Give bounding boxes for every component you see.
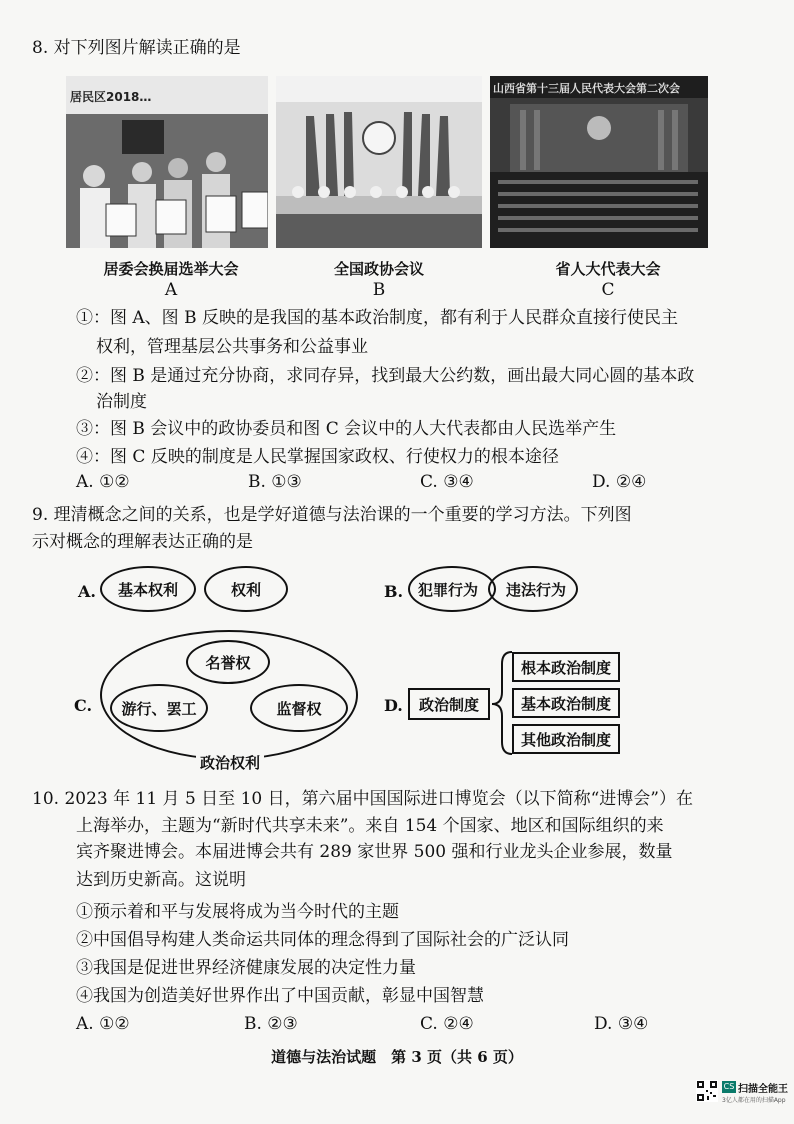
q9-option-c-label[interactable]: C.: [74, 696, 93, 715]
q10-statement-3: ③我国是促进世界经济健康发展的决定性力量: [76, 958, 416, 978]
qr-code-icon: [696, 1080, 718, 1102]
q9-d-item-other: 其他政治制度: [512, 724, 620, 754]
q8-stem: 8. 对下列图片解读正确的是: [32, 38, 241, 58]
watermark-brand: 扫描全能王: [738, 1084, 788, 1095]
photo-b-cppcc: [276, 76, 482, 248]
q9-b-illegal-ellipse: 违法行为: [488, 566, 578, 612]
scanner-logo-icon: CS: [723, 1082, 735, 1091]
q9-c-political-rights-label: 政治权利: [196, 752, 264, 773]
photo-a-letter: A: [164, 280, 178, 300]
photo-a-banner: 居民区2018…: [70, 90, 152, 104]
q10-stem-line4: 达到历史新高。这说明: [76, 870, 246, 890]
photo-c-letter: C: [601, 280, 615, 300]
q8-choice-a[interactable]: A. ①②: [76, 472, 130, 492]
q8-choice-b[interactable]: B. ①③: [248, 472, 302, 492]
photo-a-caption: 居委会换届选举大会: [103, 260, 239, 278]
q10-choice-b[interactable]: B. ②③: [244, 1014, 298, 1034]
photo-b-caption: 全国政协会议: [333, 260, 424, 278]
photo-b-letter: B: [372, 280, 386, 300]
q9-a-rights-ellipse: 权利: [204, 566, 288, 612]
photo-a-election: [66, 76, 268, 248]
q9-d-brace: [490, 648, 514, 758]
q10-statement-1: ①预示着和平与发展将成为当今时代的主题: [76, 902, 399, 922]
q9-option-a-label[interactable]: A.: [78, 582, 96, 601]
q8-statement-1-cont: 权利，管理基层公共事务和公益事业: [96, 337, 368, 357]
watermark-sub: 3亿人都在用的扫描App: [722, 1097, 786, 1104]
q9-option-d-label[interactable]: D.: [384, 696, 403, 715]
q9-a-basic-rights-ellipse: 基本权利: [100, 566, 196, 612]
q9-c-supervision-ellipse: 监督权: [250, 684, 348, 732]
q10-choice-a[interactable]: A. ①②: [76, 1014, 130, 1034]
q9-c-protest-ellipse: 游行、罢工: [110, 684, 208, 732]
q9-d-item-basic: 基本政治制度: [512, 688, 620, 718]
q10-choice-c[interactable]: C. ②④: [420, 1014, 474, 1034]
q9-stem-line2: 示对概念的理解表达正确的是: [32, 532, 253, 552]
q10-statement-2: ②中国倡导构建人类命运共同体的理念得到了国际社会的广泛认同: [76, 930, 569, 950]
q8-statement-2: ②：图 B 是通过充分协商，求同存异，找到最大公约数，画出最大同心圆的基本政: [76, 366, 695, 386]
q9-option-b-label[interactable]: B.: [384, 582, 404, 601]
q9-b-crime-ellipse: 犯罪行为: [408, 566, 496, 612]
photo-c-banner: 山西省第十三届人民代表大会第二次会: [493, 82, 680, 95]
q8-choice-c[interactable]: C. ③④: [420, 472, 474, 492]
q10-statement-4: ④我国为创造美好世界作出了中国贡献，彰显中国智慧: [76, 986, 484, 1006]
q8-statement-2-cont: 治制度: [96, 392, 147, 412]
q9-d-root-box: 政治制度: [408, 688, 490, 720]
q8-statement-1: ①：图 A、图 B 反映的是我国的基本政治制度，都有利于人民群众直接行使民主: [76, 308, 678, 328]
q8-choice-d[interactable]: D. ②④: [592, 472, 647, 492]
q10-stem-line1: 10. 2023 年 11 月 5 日至 10 日，第六届中国国际进口博览会（以下简称“进博会”）在: [32, 789, 693, 809]
q9-c-reputation-ellipse: 名誉权: [186, 640, 270, 684]
q10-stem-line2: 上海举办，主题为“新时代共享未来”。来自 154 个国家、地区和国际组织的来: [76, 816, 664, 836]
photo-c-npc: [490, 76, 708, 248]
page-footer: 道德与法治试题 第 3 页（共 6 页）: [271, 1048, 523, 1066]
q10-stem-line3: 宾齐聚进博会。本届进博会共有 289 家世界 500 强和行业龙头企业参展，数量: [76, 842, 673, 862]
photo-c-caption: 省人大代表大会: [555, 260, 661, 278]
q10-choice-d[interactable]: D. ③④: [594, 1014, 649, 1034]
q9-stem-line1: 9. 理清概念之间的关系，也是学好道德与法治课的一个重要的学习方法。下列图: [32, 505, 632, 525]
q8-statement-4: ④：图 C 反映的制度是人民掌握国家政权、行使权力的根本途径: [76, 447, 559, 467]
q9-d-item-fundamental: 根本政治制度: [512, 652, 620, 682]
q8-statement-3: ③：图 B 会议中的政协委员和图 C 会议中的人大代表都由人民选举产生: [76, 419, 617, 439]
